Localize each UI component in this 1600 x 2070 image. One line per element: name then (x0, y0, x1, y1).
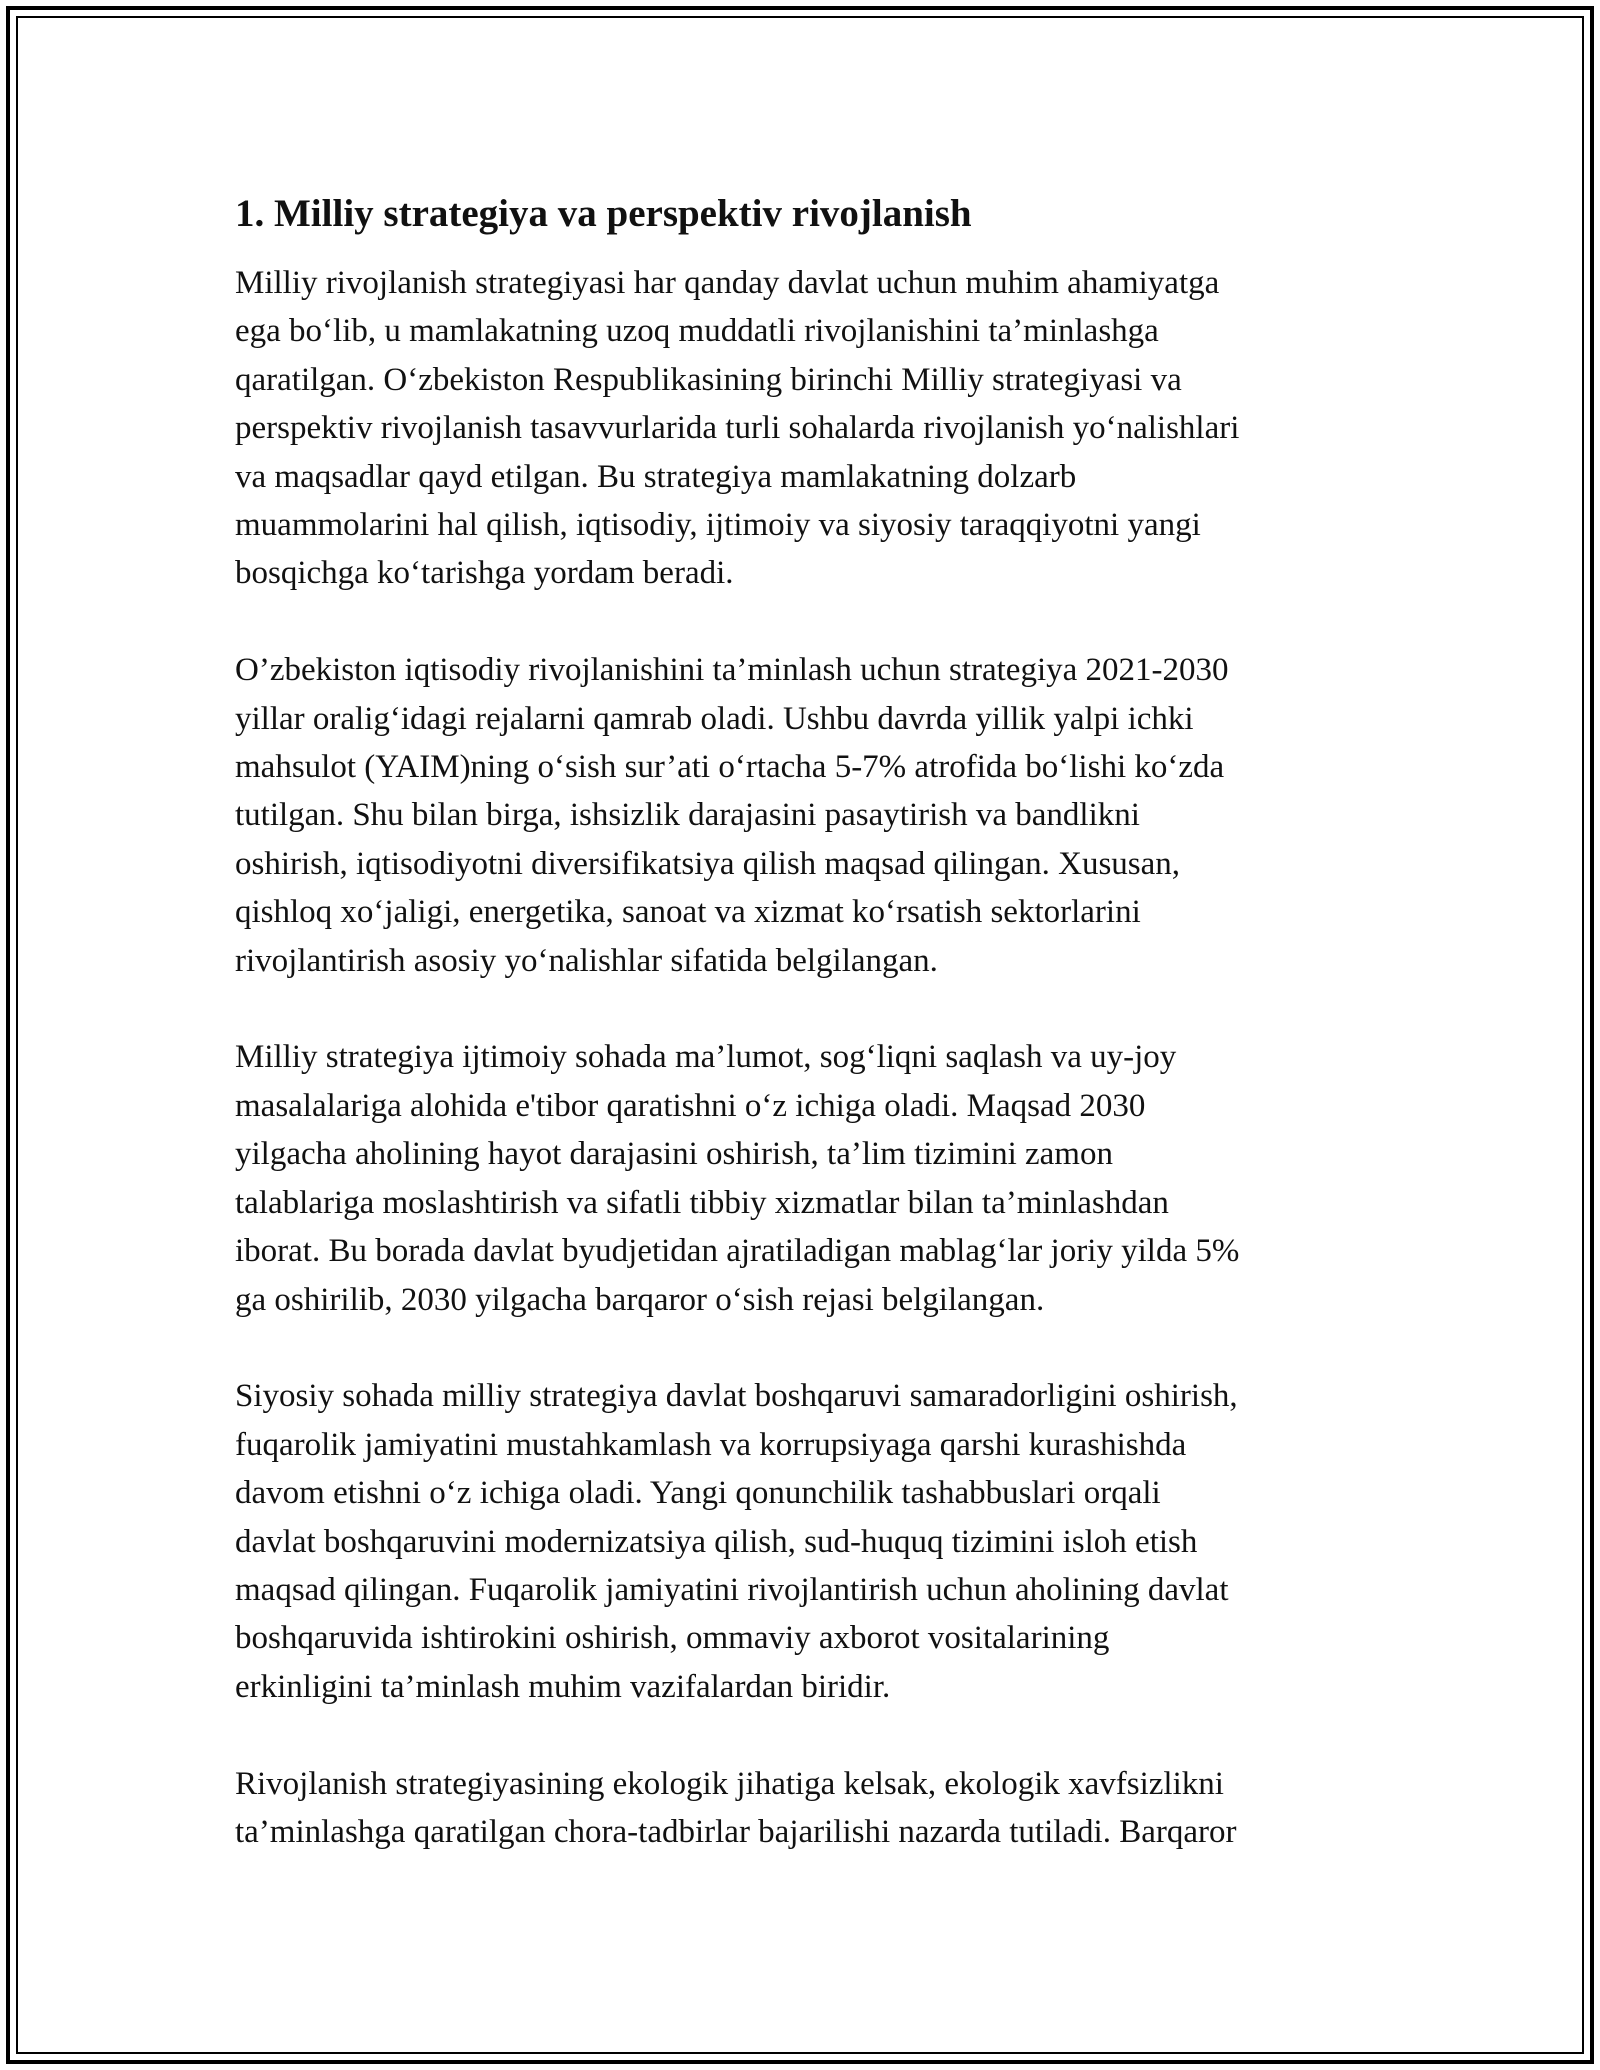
text-line: va maqsadlar qayd etilgan. Bu strategiya mamlakatning dolzarb (235, 458, 1077, 495)
text-line: Milliy strategiya ijtimoiy sohada ma’lumot, sog‘liqni saqlash va uy-joy (235, 1039, 1177, 1076)
text-line: muammolarini hal qilish, iqtisodiy, ijtimoiy va siyosiy taraqqiyotni yangi (235, 507, 1201, 544)
text-line: qishloq xo‘jaligi, energetika, sanoat va xizmat ko‘rsatish sektorlarini (235, 894, 1141, 931)
text-line: ga oshirilib, 2030 yilgacha barqaror o‘sish rejasi belgilangan. (235, 1281, 1045, 1318)
text-line: Siyosiy sohada milliy strategiya davlat boshqaruvi samaradorligini oshirish, (235, 1378, 1238, 1415)
text-line: rivojlantirish asosiy yo‘nalishlar sifatida belgilangan. (235, 942, 938, 979)
text-line: masalalariga alohida e'tibor qaratishni o‘z ichiga oladi. Maqsad 2030 (235, 1087, 1146, 1124)
text-line: perspektiv rivojlanish tasavvurlarida turli sohalarda rivojlanish yo‘nalishlari (235, 410, 1240, 447)
paragraph-economic-development (235, 646, 1365, 985)
text-line: oshirish, iqtisodiyotni diversifikatsiya qilish maqsad qilingan. Xususan, (235, 845, 1181, 882)
text-line: yilgacha aholining hayot darajasini oshirish, ta’lim tizimini zamon (235, 1136, 1113, 1173)
text-line: ega bo‘lib, u mamlakatning uzoq muddatli rivojlanishini ta’minlashga (235, 313, 1159, 350)
paragraph-national-strategy (235, 259, 1365, 598)
text-line: O’zbekiston iqtisodiy rivojlanishini ta’minlash uchun strategiya 2021-2030 (235, 652, 1229, 689)
text-line: mahsulot (YAIM)ning o‘sish sur’ati o‘rtacha 5-7% atrofida bo‘lishi ko‘zda (235, 749, 1225, 786)
paragraph-political-sphere (235, 1372, 1365, 1711)
text-line: erkinligini ta’minlash muhim vazifalardan biridir. (235, 1668, 891, 1705)
text-line: bosqichga ko‘tarishga yordam beradi. (235, 555, 734, 592)
document-body (235, 185, 1365, 1905)
text-line: tutilgan. Shu bilan birga, ishsizlik darajasini pasaytirish va bandlikni (235, 797, 1140, 834)
text-line: fuqarolik jamiyatini mustahkamlash va korrupsiyaga qarshi kurashishda (235, 1426, 1187, 1463)
text-line: yillar oralig‘idagi rejalarni qamrab oladi. Ushbu davrda yillik yalpi ichki (235, 700, 1194, 737)
paragraph-social-sphere (235, 1033, 1365, 1323)
text-line: Rivojlanish strategiyasining ekologik jihatiga kelsak, ekologik xavfsizlikni (235, 1765, 1224, 1802)
text-line: ta’minlashga qaratilgan chora-tadbirlar bajarilishi nazarda tutiladi. Barqaror (235, 1813, 1237, 1850)
paragraph-ecological-aspect (235, 1760, 1365, 1857)
text-line: iborat. Bu borada davlat byudjetidan ajratiladigan mablag‘lar joriy yilda 5% (235, 1233, 1240, 1270)
text-line: davlat boshqaruvini modernizatsiya qilish, sud-huquq tizimini isloh etish (235, 1523, 1198, 1560)
section-heading: 1. Milliy strategiya va perspektiv rivojlanish (235, 192, 972, 235)
text-line: talablariga moslashtirish va sifatli tibbiy xizmatlar bilan ta’minlashdan (235, 1184, 1169, 1221)
text-line: qaratilgan. O‘zbekiston Respublikasining birinchi Milliy strategiyasi va (235, 361, 1182, 398)
text-line: davom etishni o‘z ichiga oladi. Yangi qonunchilik tashabbuslari orqali (235, 1475, 1161, 1512)
text-line: maqsad qilingan. Fuqarolik jamiyatini rivojlantirish uchun aholining davlat (235, 1571, 1229, 1608)
text-line: boshqaruvida ishtirokini oshirish, ommaviy axborot vositalarining (235, 1620, 1110, 1657)
text-line: Milliy rivojlanish strategiyasi har qanday davlat uchun muhim ahamiyatga (235, 265, 1220, 301)
